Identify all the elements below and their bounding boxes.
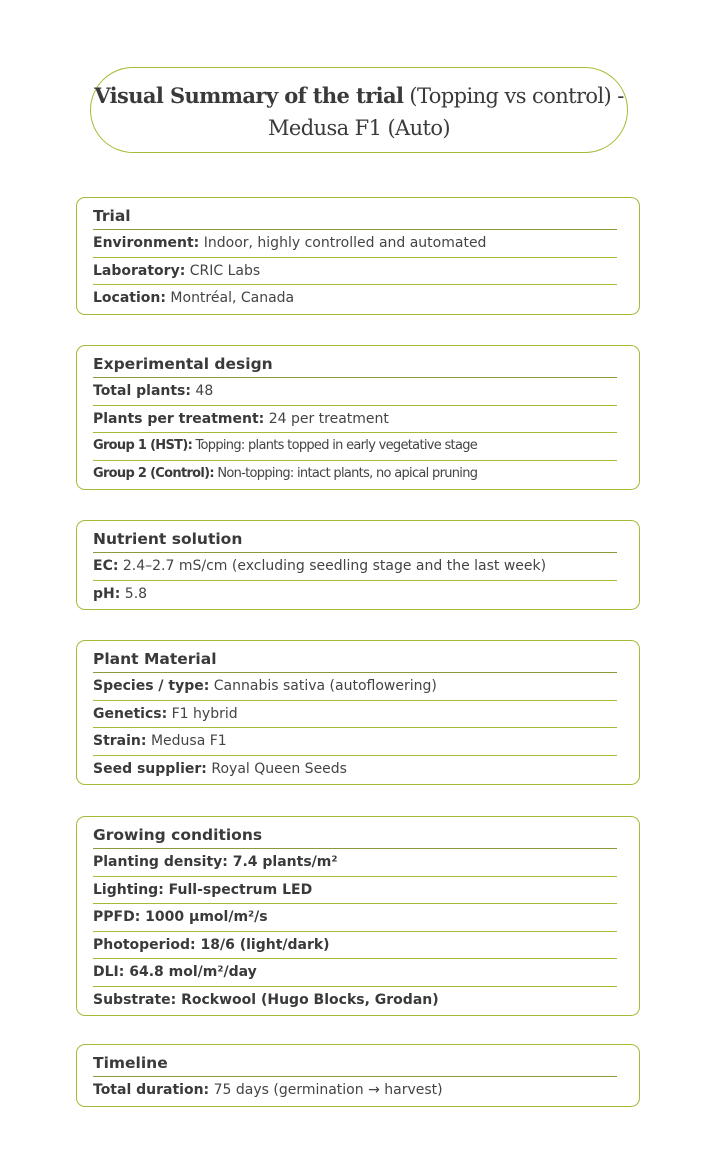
row-value: 2.4–2.7 mS/cm (excluding seedling stage and the last week): [118, 558, 547, 574]
section-trial: [76, 197, 640, 315]
info-row: [93, 877, 617, 905]
section-experimental-design: [76, 345, 640, 490]
section-heading: Timeline: [93, 1049, 617, 1077]
row-value: Full-spectrum LED: [163, 881, 313, 898]
info-row: [93, 1077, 617, 1104]
info-row: [93, 433, 617, 461]
row-label: Total plants:: [93, 383, 191, 399]
info-row: [93, 849, 617, 877]
info-row: [93, 258, 617, 286]
row-value: F1 hybrid: [167, 705, 238, 722]
row-label: Genetics:: [93, 705, 168, 722]
info-row: [93, 285, 617, 312]
row-value: 64.8 mol/m²/day: [124, 964, 257, 980]
row-value: 7.4 plants/m²: [227, 854, 338, 870]
row-label: Environment:: [93, 235, 200, 251]
info-row: [93, 553, 617, 581]
section-plant-material: [76, 640, 640, 785]
row-value: 18/6 (light/dark): [195, 936, 330, 953]
title-rest: (Topping vs control) - Medusa F1 (Auto): [267, 84, 624, 140]
row-value: 75 days (germination → harvest): [209, 1082, 443, 1098]
info-row: [93, 728, 617, 756]
row-label: DLI:: [93, 964, 125, 980]
section-growing-conditions: [76, 816, 640, 1016]
info-row: [93, 581, 617, 608]
row-label: Strain:: [93, 733, 147, 749]
section-timeline: [76, 1044, 640, 1107]
title-bold: Visual Summary of the trial: [94, 83, 404, 108]
row-value: Montréal, Canada: [165, 290, 295, 306]
info-row: [93, 378, 617, 406]
row-label: Species / type:: [93, 678, 210, 694]
row-value: 5.8: [120, 585, 148, 602]
row-value: Non-topping: intact plants, no apical pruning: [213, 465, 478, 481]
row-label: Laboratory:: [93, 262, 186, 279]
row-value: Royal Queen Seeds: [206, 760, 347, 777]
info-row: [93, 673, 617, 701]
row-value: Topping: plants topped in early vegetative stage: [192, 438, 478, 453]
row-value: CRIC Labs: [185, 262, 261, 279]
row-label: PPFD:: [93, 909, 141, 925]
row-value: Rockwool (Hugo Blocks, Grodan): [176, 991, 439, 1008]
section-heading: Trial: [93, 202, 617, 230]
row-label: Group 1 (HST):: [93, 438, 193, 453]
info-row: [93, 461, 617, 488]
row-label: Total duration:: [93, 1082, 210, 1098]
section-heading: Plant Material: [93, 645, 617, 673]
info-row: [93, 904, 617, 932]
row-label: Photoperiod:: [93, 936, 196, 953]
row-label: Planting density:: [93, 854, 228, 870]
row-value: Medusa F1: [146, 733, 227, 749]
row-label: EC:: [93, 558, 119, 574]
row-value: Cannabis sativa (autoflowering): [209, 678, 437, 694]
row-label: Location:: [93, 290, 166, 306]
page-title: [90, 67, 628, 153]
row-label: Seed supplier:: [93, 760, 207, 777]
info-row: [93, 959, 617, 987]
row-label: Group 2 (Control):: [93, 465, 214, 481]
section-heading: Nutrient solution: [93, 525, 617, 553]
row-value: 1000 µmol/m²/s: [140, 909, 268, 925]
info-row: [93, 701, 617, 729]
info-row: [93, 406, 617, 434]
info-row: [93, 932, 617, 960]
row-label: Lighting:: [93, 881, 164, 898]
row-value: 24 per treatment: [264, 410, 389, 427]
row-value: 48: [190, 383, 214, 399]
section-heading: Growing conditions: [93, 821, 617, 849]
row-label: Substrate:: [93, 991, 177, 1008]
info-row: [93, 756, 617, 783]
info-row: [93, 230, 617, 258]
row-value: Indoor, highly controlled and automated: [199, 235, 487, 251]
info-row: [93, 987, 617, 1014]
section-nutrient-solution: [76, 520, 640, 610]
section-heading: Experimental design: [93, 350, 617, 378]
row-label: pH:: [93, 585, 121, 602]
row-label: Plants per treatment:: [93, 410, 265, 427]
